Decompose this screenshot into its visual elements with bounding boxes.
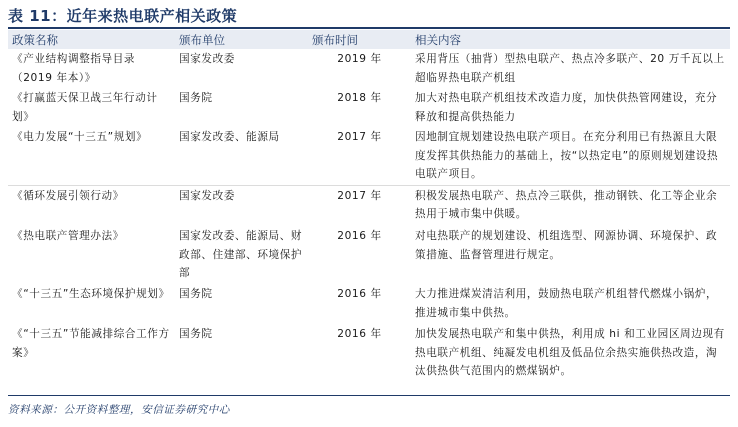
header-policy-name: 政策名称: [12, 32, 58, 47]
table-row: [8, 185, 730, 226]
year: 2018 年: [337, 92, 382, 104]
policy-name: 《电力发展“十三五”规划》: [8, 127, 175, 185]
table-row: [8, 284, 730, 324]
year: 2016 年: [337, 328, 382, 340]
title-rule: [8, 27, 730, 29]
bottom-rule: [8, 395, 730, 396]
content: 积极发展热电联产、热点冷三联供，推动钢铁、化工等企业余热用于城市集中供暖。: [415, 189, 718, 220]
header-issuer: 颁布单位: [179, 32, 225, 47]
policy-table: [8, 30, 730, 382]
year: 2017 年: [337, 189, 382, 202]
content: 因地制宜规划建设热电联产项目。在充分利用已有热源且大限度发挥其供热能力的基础上，按“以热定电”的原则规划建设热电联产项目。: [411, 127, 730, 185]
content: 加大对热电联产机组技术改造力度，加快供热管网建设，充分释放和提高供热能力: [415, 92, 718, 123]
issuer: 国务院: [179, 288, 213, 300]
year: 2017 年: [308, 127, 411, 185]
policy-name: 《热电联产管理办法》: [12, 230, 124, 242]
source-note: 资料来源：公开资料整理，安信证券研究中心: [8, 404, 230, 416]
policy-name: 《“十三五”节能减排综合工作方案》: [12, 328, 170, 359]
year: 2016 年: [337, 230, 382, 242]
header-content: 相关内容: [415, 32, 461, 47]
table-header-row: [8, 30, 730, 49]
issuer: 国家发改委、能源局: [175, 127, 308, 185]
header-year: 颁布时间: [312, 32, 358, 47]
issuer: 国家发改委、能源局、财政部、住建部、环境保护部: [179, 230, 303, 279]
policy-name: 《“十三五”生态环境保护规划》: [12, 288, 170, 300]
year: 2019 年: [337, 53, 382, 65]
policy-name: 《循环发展引领行动》: [12, 189, 124, 202]
table-title: 表 11：近年来热电联产相关政策: [8, 7, 238, 25]
table-row: [8, 49, 730, 88]
table-row: [8, 88, 730, 127]
issuer: 国家发改委: [179, 189, 235, 202]
policy-name: 《产业结构调整指导目录（2019 年本）》: [12, 53, 136, 84]
issuer: 国务院: [179, 328, 213, 340]
issuer: 国务院: [179, 92, 213, 104]
year: 2016 年: [337, 288, 382, 300]
table-row: [8, 127, 730, 185]
content: 大力推进煤炭清洁利用，鼓励热电联产机组替代燃煤小锅炉，推进城市集中供热。: [415, 288, 718, 319]
content: 采用背压（抽背）型热电联产、热点冷多联产、20 万千瓦以上超临界热电联产机组: [415, 53, 725, 84]
table-row: [8, 226, 730, 284]
content: 加快发展热电联产和集中供热，利用成 hi 和工业园区周边现有热电联产机组、纯凝发电机组及低品位余热实施供热改造，淘汰供热供气范围内的燃煤锅炉。: [415, 328, 725, 377]
issuer: 国家发改委: [179, 53, 235, 65]
policy-name: 《打赢蓝天保卫战三年行动计划》: [12, 92, 158, 123]
table-row: [8, 324, 730, 382]
content: 对电热联产的规划建设、机组选型、网源协调、环境保护、政策措施、监督管理进行规定。: [415, 230, 718, 261]
